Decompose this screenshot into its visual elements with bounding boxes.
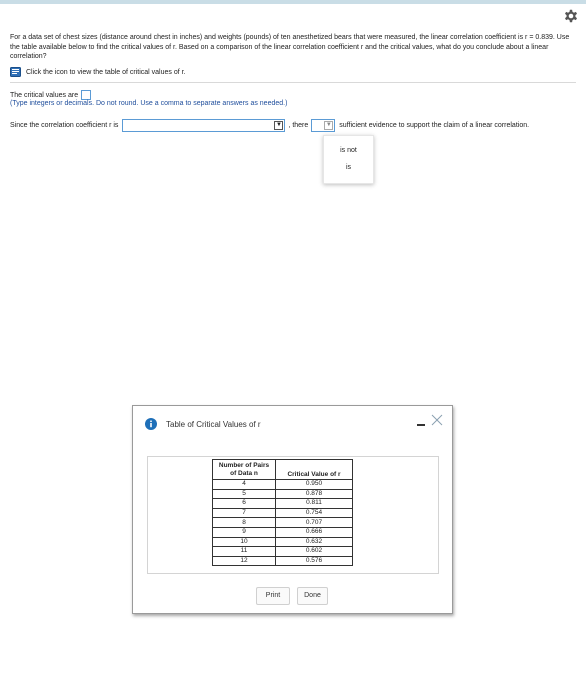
cell-critical: 0.666: [276, 527, 353, 537]
table-row: [213, 508, 353, 518]
table-panel: [147, 456, 439, 574]
critical-values-input[interactable]: [81, 90, 91, 100]
conclusion-prefix: Since the correlation coefficient r is: [10, 121, 119, 129]
book-icon[interactable]: [10, 67, 21, 77]
divider: [10, 82, 576, 83]
cell-n: 7: [213, 508, 276, 518]
table-header-n: Number of Pairs of Data n: [213, 460, 276, 480]
conclusion-suffix: sufficient evidence to support the claim of a linear correlation.: [339, 121, 530, 129]
table-row: [213, 537, 353, 547]
question-text: For a data set of chest sizes (distance around chest in inches) and weights (pounds) of ten anesthetized bears that were measured, the linear correlation coefficient is r = 0.839. Use the table available below to find the critical values of r. Based on a comparison of the linear correlation coefficient r and the critical values, what do you conclude about a linear correlation?: [10, 34, 570, 60]
cell-critical: 0.754: [276, 508, 353, 518]
cell-critical: 0.811: [276, 499, 353, 509]
dropdown-option-is[interactable]: is: [345, 164, 352, 171]
dialog-title: Table of Critical Values of r: [166, 420, 261, 429]
table-row: [213, 480, 353, 490]
evidence-select[interactable]: [311, 119, 335, 132]
done-button[interactable]: Done: [297, 587, 328, 605]
minimize-icon[interactable]: [417, 424, 425, 426]
dropdown-option-is-not[interactable]: is not: [340, 147, 357, 154]
cell-n: 5: [213, 489, 276, 499]
instruction-text: (Type integers or decimals. Do not round. Use a comma to separate answers as needed.): [10, 100, 288, 107]
close-icon[interactable]: [431, 414, 443, 426]
cell-n: 6: [213, 499, 276, 509]
table-row: [213, 489, 353, 499]
cell-critical: 0.950: [276, 480, 353, 490]
cell-n: 9: [213, 527, 276, 537]
conclusion-middle: , there: [288, 121, 309, 129]
cell-critical: 0.602: [276, 547, 353, 557]
critical-values-label: The critical values are: [10, 91, 79, 99]
print-button[interactable]: Print: [256, 587, 290, 605]
hint-row: [10, 66, 186, 78]
cell-n: 8: [213, 518, 276, 528]
comparison-select[interactable]: [122, 119, 285, 132]
conclusion-row: [10, 118, 529, 132]
table-row: [213, 547, 353, 557]
cell-critical: 0.576: [276, 556, 353, 566]
top-bar: [0, 0, 586, 4]
table-row: [213, 527, 353, 537]
info-icon: [145, 418, 157, 430]
cell-n: 11: [213, 547, 276, 557]
cell-critical: 0.878: [276, 489, 353, 499]
chevron-down-icon[interactable]: ▼: [325, 121, 332, 128]
gear-icon[interactable]: [563, 8, 579, 24]
cell-critical: 0.632: [276, 537, 353, 547]
dialog-header: [133, 406, 452, 442]
chevron-down-icon[interactable]: ▼: [275, 121, 282, 128]
cell-n: 10: [213, 537, 276, 547]
table-row: [213, 499, 353, 509]
table-header-critical: Critical Value of r: [276, 460, 353, 480]
table-row: [213, 518, 353, 528]
critical-values-dialog: [132, 405, 453, 614]
hint-label[interactable]: Click the icon to view the table of critical values of r.: [26, 68, 186, 76]
critical-values-table: [212, 459, 353, 566]
evidence-dropdown: [323, 135, 374, 184]
table-row: [213, 556, 353, 566]
cell-critical: 0.707: [276, 518, 353, 528]
cell-n: 4: [213, 480, 276, 490]
cell-n: 12: [213, 556, 276, 566]
